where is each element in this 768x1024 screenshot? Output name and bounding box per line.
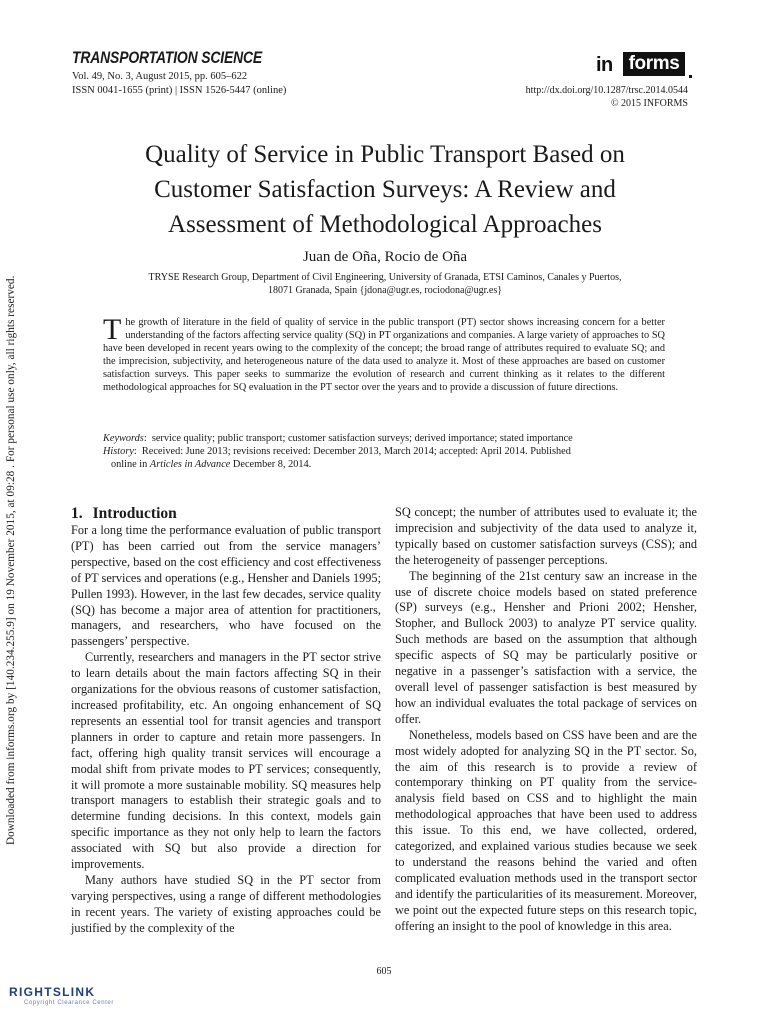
paragraph: The beginning of the 21st century saw an increase in the use of discrete choice models based on stated preference (SP) surveys (e.g., Hensher and Prioni 2002; Hensher, Stopher, and Bullock 2003) to analyze PT service quality. Such methods are based on the assumption that although specific aspects of SQ may be particularly positive or negative in a passenger’s satisfaction with a service, the overall level of passenger satisfaction is best measured by how an individual evaluates the total package of services on offer. — [395, 568, 697, 726]
history-line: History: Received: June 2013; revisions received: December 2013, March 2014; accepted: April 2014. Published — [103, 446, 571, 458]
paper-title — [90, 137, 680, 242]
volume-line: Vol. 49, No. 3, August 2015, pp. 605–622 — [72, 71, 248, 82]
rightslink-logo[interactable]: RIGHTSLINK — [9, 985, 96, 999]
doi-link[interactable]: http://dx.doi.org/10.1287/trsc.2014.0544 — [525, 85, 688, 96]
copyright-line: © 2015 INFORMS — [610, 98, 688, 109]
articles-in-advance: Articles in Advance — [149, 459, 231, 471]
keywords-label: Keywords — [103, 433, 144, 444]
logo-dot — [689, 75, 692, 78]
authors: Juan de Oña, Rocio de Oña — [302, 249, 468, 265]
paragraph: Currently, researchers and managers in the PT sector strive to learn details about the main factors affecting SQ in their organizations for the obvious reasons of customer satisfaction, increased profitability, etc. An ongoing enhancement of SQ represents an essential tool for transit agencies and transport planners in order to capture and retain more passengers. In fact, offering high quality transit services will encourage a modal shift from private modes to PT services; consequently, it will promote a more sustainable mobility. SQ measures help transport managers to establish their strategic goals and to determine funding decisions. In this context, models gain specific importance as they not only help to learn the factors associated with SQ but also provide a direction for improvements. — [71, 650, 381, 872]
history-text-2b: December 8, 2014. — [230, 459, 312, 471]
right-column — [395, 505, 697, 934]
abstract-dropcap: T — [103, 313, 122, 346]
title-line: Assessment of Methodological Approaches — [168, 211, 602, 238]
volume-info — [72, 70, 286, 98]
logo-in-text: in — [596, 54, 613, 76]
affiliation-line: 18071 Granada, Spain {jdona@ugr.es, rociodona@ugr.es} — [267, 285, 503, 296]
download-notice — [3, 195, 17, 845]
title-line: Customer Satisfaction Surveys: A Review and — [154, 176, 616, 203]
issn-line: ISSN 0041-1655 (print) | ISSN 1526-5447 (online) — [72, 85, 287, 96]
history-text-2a: online in — [111, 459, 150, 471]
affiliation-line: TRYSE Research Group, Department of Civil Engineering, University of Granada, ETSI Caminos, Canales y Puertos, — [148, 272, 622, 283]
abstract-text: he growth of literature in the field of quality of service in the public transport (PT) sector shows increasing concern for a better understanding of the factors affecting service quality (SQ) in PT organizations and companies. A large variety of approaches to SQ have been developed in recent years owing to the complexity of the concept; the broad range of attributes required to evaluate SQ; and the imprecision, subjectivity, and heterogeneous nature of the data used to analyze it. Most of these approaches are based on customer satisfaction surveys. This paper seeks to summarize the evolution of research and current thinking as it relates to the different methodological approaches for SQ evaluation in the PT sector over the years and to provide a discussion of future directions. — [103, 317, 665, 394]
keywords-text: service quality; public transport; customer satisfaction surveys; derived importance; stated importance — [151, 433, 573, 444]
journal-name: TRANSPORTATION SCIENCE — [72, 48, 263, 67]
section-number: 1. — [71, 505, 83, 522]
section-title: Introduction — [92, 505, 177, 522]
history-line-2 — [103, 458, 665, 471]
keywords-line: Keywords: service quality; public transport; customer satisfaction surveys; derived importance; stated importance — [103, 433, 573, 444]
abstract — [103, 313, 665, 395]
paragraph: For a long time the performance evaluation of public transport (PT) has been carried out from the service managers’ perspective, based on the cost efficiency and cost effectiveness of PT services and operations (e.g., Hensher and Daniels 1995; Pullen 1993). However, in the last few decades, service quality (SQ) has become a major area of attention for practitioners, managers, and researchers, who have focused on the passengers’ perspective. — [71, 523, 381, 649]
affiliation — [100, 271, 670, 297]
informs-logo — [596, 52, 688, 78]
left-column — [71, 523, 381, 937]
section-heading — [71, 505, 177, 523]
download-notice-text: Downloaded from informs.org by [140.234.255.9] on 19 November 2015, at 09:28 . For personal use only, all rights reserved. — [5, 275, 17, 845]
doi-info — [526, 84, 688, 110]
logo-forms-text: forms — [623, 52, 685, 76]
history-text: Received: June 2013; revisions received: December 2013, March 2014; accepted: April 2014. Published — [141, 446, 571, 458]
page-number: 605 — [376, 966, 392, 977]
paragraph: Nonetheless, models based on CSS have been and are the most widely adopted for analyzing SQ in the PT sector. So, the aim of this research is to provide a review of contemporary thinking on PT quality from the service-analysis field based on CSS and to highlight the main methodological approaches that have been used to address this issue. To this end, we have collected, ordered, categorized, and explained various studies because we seek to understand the reasons behind the varied and often complicated evaluation methods used in the transport sector and identify the particularities of its measurement. Moreover, we point out the expected future steps on this research topic, offering an insight to the pool of knowledge in this area. — [395, 727, 697, 933]
paragraph: Many authors have studied SQ in the PT sector from varying perspectives, using a range of different methodologies in recent years. The variety of existing approaches could be justified by the complexity of the — [71, 872, 381, 935]
paragraph: SQ concept; the number of attributes used to evaluate it; the imprecision and subjectivity of the data used to analyze it, typically based on customer satisfaction surveys (CSS); and the heterogeneity of passenger perceptions. — [395, 505, 697, 567]
history-label: History — [103, 446, 134, 458]
keywords-block — [103, 432, 665, 471]
title-line: Quality of Service in Public Transport Based on — [145, 141, 625, 168]
rightslink-subtitle: Copyright Clearance Center — [24, 1000, 114, 1006]
